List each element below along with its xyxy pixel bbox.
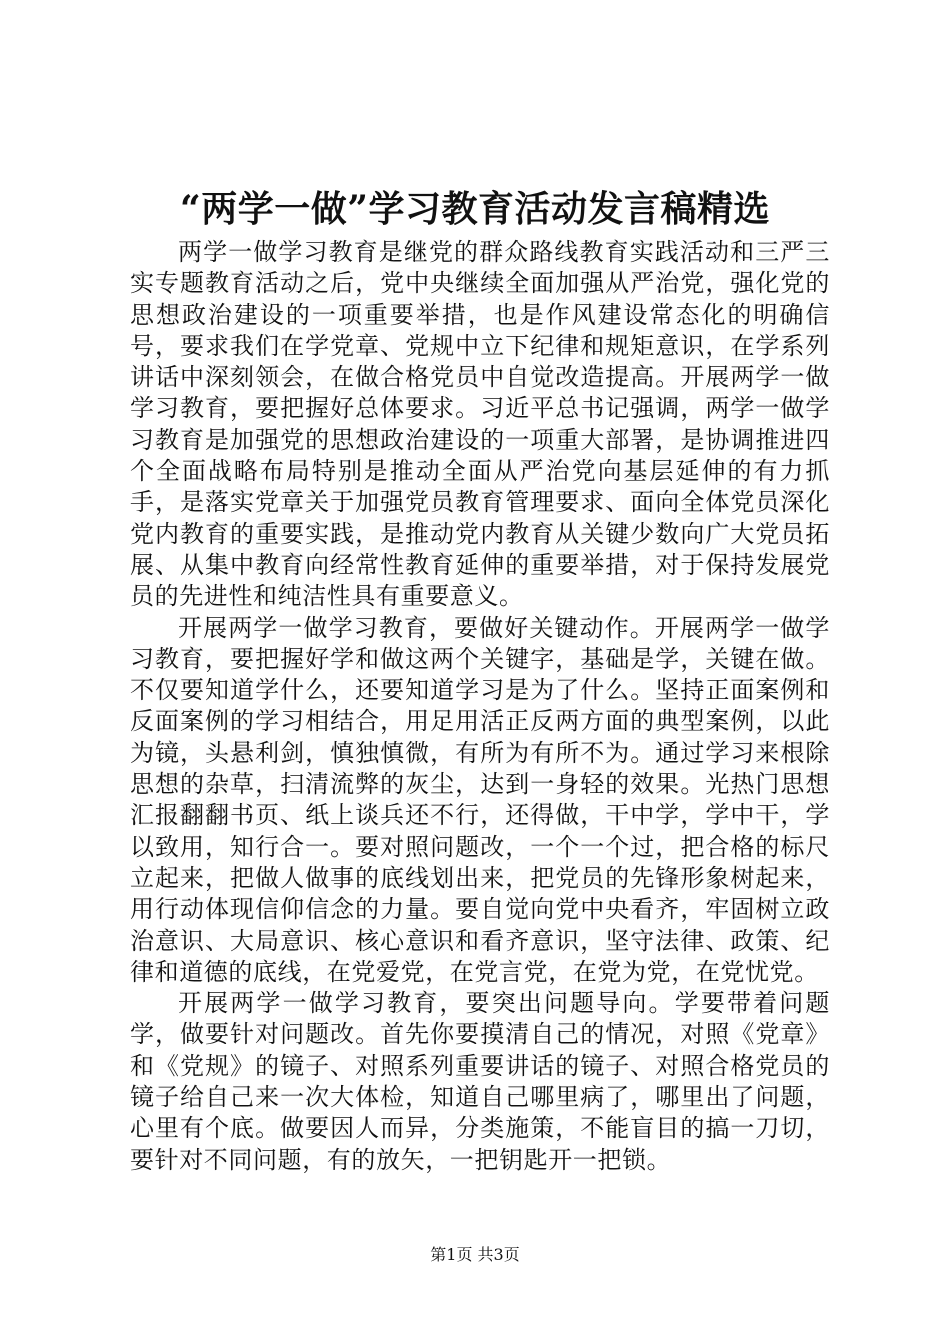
document-title: “两学一做”学习教育活动发言稿精选 xyxy=(180,188,770,230)
paragraph-1: 两学一做学习教育是继党的群众路线教育实践活动和三严三实专题教育活动之后，党中央继续全面加强从严治党，强化党的思想政治建设的一项重要举措，也是作风建设常态化的明确信号，要求我们在学党章、党规中立下纪律和规矩意识，在学系列讲话中深刻领会，在做合格党员中自觉改造提高。开展两学一做学习教育，要把握好总体要求。习近平总书记强调，两学一做学习教育是加强党的思想政治建设的一项重大部署，是协调推进四个全面战略布局特别是推动全面从严治党向基层延伸的有力抓手，是落实党章关于加强党员教育管理要求、面向全体党员深化党内教育的重要实践，是推动党内教育从关键少数向广大党员拓展、从集中教育向经常性教育延伸的重要举措，对于保持发展党员的先进性和纯洁性具有重要意义。 xyxy=(130,238,830,611)
page-number-footer: 第1页 共3页 xyxy=(430,1245,520,1264)
paragraph-2: 开展两学一做学习教育，要做好关键动作。开展两学一做学习教育，要把握好学和做这两个关键字，基础是学，关键在做。不仅要知道学什么，还要知道学习是为了什么。坚持正面案例和反面案例的学习相结合，用足用活正反两方面的典型案例，以此为镜，头悬利剑，慎独慎微，有所为有所不为。通过学习来根除思想的杂草，扫清流弊的灰尘，达到一身轻的效果。光热门思想汇报翻翻书页、纸上谈兵还不行，还得做，干中学，学中干，学以致用，知行合一。要对照问题改，一个一个过，把合格的标尺立起来，把做人做事的底线划出来，把党员的先锋形象树起来，用行动体现信仰信念的力量。要自觉向党中央看齐，牢固树立政治意识、大局意识、核心意识和看齐意识，坚守法律、政策、纪律和道德的底线，在党爱党，在党言党，在党为党，在党忧党。 xyxy=(130,613,830,986)
paragraph-3: 开展两学一做学习教育，要突出问题导向。学要带着问题学，做要针对问题改。首先你要摸清自己的情况，对照《党章》和《党规》的镜子、对照系列重要讲话的镜子、对照合格党员的镜子给自己来一次大体检，知道自己哪里病了，哪里出了问题，心里有个底。做要因人而异，分类施策，不能盲目的搞一刀切，要针对不同问题，有的放矢，一把钥匙开一把锁。 xyxy=(130,989,830,1174)
document-body xyxy=(130,237,830,1176)
